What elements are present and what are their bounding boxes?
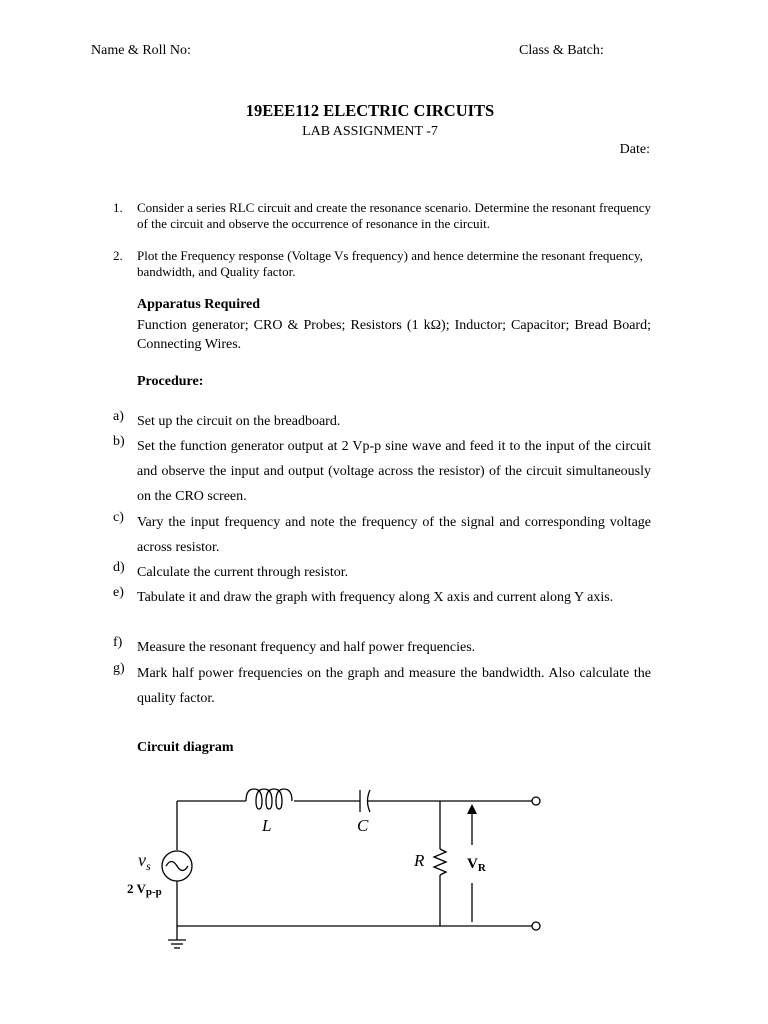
source-value-sub: p-p [145, 886, 162, 898]
source-label [138, 850, 151, 873]
circuit-heading: Circuit diagram [137, 740, 234, 755]
resistor-symbol [434, 849, 446, 875]
output-terminal [532, 922, 540, 930]
resistor-label: R [414, 851, 425, 870]
page-subtitle: LAB ASSIGNMENT -7 [302, 124, 438, 139]
output-label-sub: R [477, 862, 486, 874]
objective-number: 1. [113, 200, 123, 215]
inductor-symbol [246, 789, 292, 809]
name-roll-label: Name & Roll No: [91, 43, 191, 58]
step-text: Mark half power frequencies on the graph and measure the bandwidth. Also calculate the quality factor. [137, 666, 651, 706]
step-label: e) [113, 585, 124, 600]
page-title: 19EEE112 ELECTRIC CIRCUITS [245, 101, 495, 120]
output-label-main: V [467, 856, 478, 872]
inductor-label: L [262, 816, 272, 835]
objective-number: 2. [113, 248, 123, 263]
source-label-sub: s [146, 859, 151, 873]
source-value-main: 2 V [127, 881, 146, 896]
source-label-main: v [138, 850, 146, 870]
step-label: g) [113, 661, 125, 676]
objective-text: Plot the Frequency response (Voltage Vs frequency) and hence determine the resonant frequency, bandwidth, and Quality factor. [137, 248, 643, 279]
step-text: Calculate the current through resistor. [137, 565, 349, 580]
step-label: c) [113, 510, 124, 525]
step-label: a) [113, 409, 124, 424]
source-value [127, 881, 162, 898]
step-text: Tabulate it and draw the graph with frequency along X axis and current along Y axis. [137, 590, 614, 605]
step-label: f) [113, 635, 123, 650]
capacitor-label: C [357, 816, 369, 835]
apparatus-text: Function generator; CRO & Probes; Resistors (1 kΩ); Inductor; Capacitor; Bread Board; Connecting Wires. [137, 318, 651, 352]
step-text: Set up the circuit on the breadboard. [137, 414, 341, 429]
procedure-heading: Procedure: [137, 374, 204, 389]
class-batch-label: Class & Batch: [519, 43, 604, 58]
step-label: b) [113, 434, 125, 449]
step-text: Set the function generator output at 2 Vp-p sine wave and feed it to the input of the circuit and observe the input and output (voltage across the resistor) of the circuit simultaneously on the CRO screen. [137, 439, 651, 504]
date-label: Date: [619, 142, 650, 157]
step-text: Measure the resonant frequency and half power frequencies. [137, 640, 476, 655]
step-text: Vary the input frequency and note the frequency of the signal and corresponding voltage across resistor. [137, 515, 651, 555]
output-label [467, 856, 487, 874]
step-label: d) [113, 560, 125, 575]
sine-symbol [166, 862, 188, 871]
arrow-head [467, 804, 477, 814]
objective-text: Consider a series RLC circuit and create the resonance scenario. Determine the resonant frequency of the circuit and observe the occurrence of resonance in the circuit. [137, 200, 652, 231]
output-terminal [532, 797, 540, 805]
apparatus-heading: Apparatus Required [137, 297, 261, 312]
